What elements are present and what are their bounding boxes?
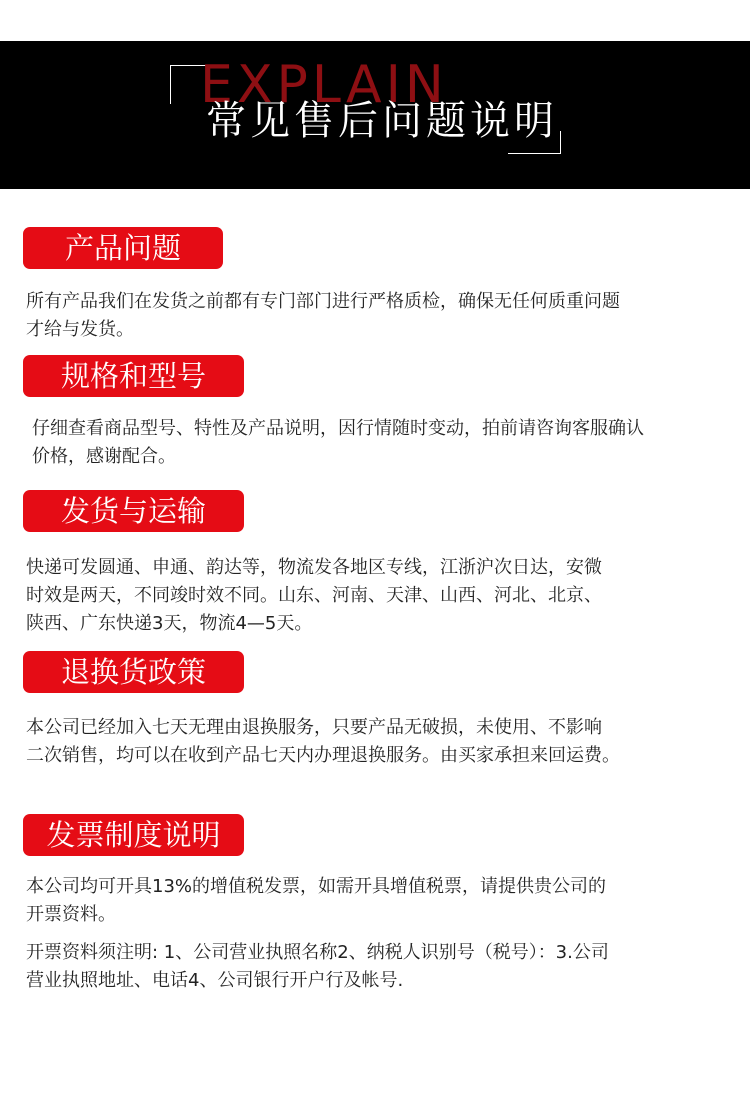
header-english-title: EXPLAIN <box>200 55 448 115</box>
section-label-shipping: 发货与运输 <box>23 490 244 532</box>
section-label-return-policy: 退换货政策 <box>23 651 244 693</box>
section-text-product-issues: 所有产品我们在发货之前都有专门部门进行严格质检，确保无任何质重问题 才给与发货。 <box>26 291 620 340</box>
section-text-invoice-details: 开票资料须注明: 1、公司营业执照名称2、纳税人识别号（税号）：3.公司 营业执照地址、电话4、公司银行开户行及帐号. <box>26 942 609 991</box>
section-text-return-policy: 本公司已经加入七天无理由退换服务，只要产品无破损，未使用、不影响 二次销售，均可以在收到产品七天内办理退换服务。由买家承担来回运费。 <box>26 717 620 766</box>
header-banner <box>0 41 750 189</box>
section-label-specs-models: 规格和型号 <box>23 355 244 397</box>
section-text-invoice-policy: 本公司均可开具13%的增值税发票，如需开具增值税票，请提供贵公司的 开票资料。 <box>26 876 607 925</box>
section-label-product-issues: 产品问题 <box>23 227 223 269</box>
section-label-invoice-policy: 发票制度说明 <box>23 814 244 856</box>
header-title: 常见售后问题说明 <box>206 98 558 144</box>
section-text-shipping: 快递可发圆通、申通、韵达等，物流发各地区专线，江浙沪次日达，安微 时效是两天，不同竣时效不同。山东、河南、天津、山西、河北、北京、 陕西、广东快递3天，物流4—5天。 <box>26 557 602 634</box>
corner-bracket-bottom-right <box>508 131 561 154</box>
section-text-specs-models: 仔细查看商品型号、特性及产品说明，因行情随时变动，拍前请咨询客服确认 价格，感谢配合。 <box>32 418 644 467</box>
